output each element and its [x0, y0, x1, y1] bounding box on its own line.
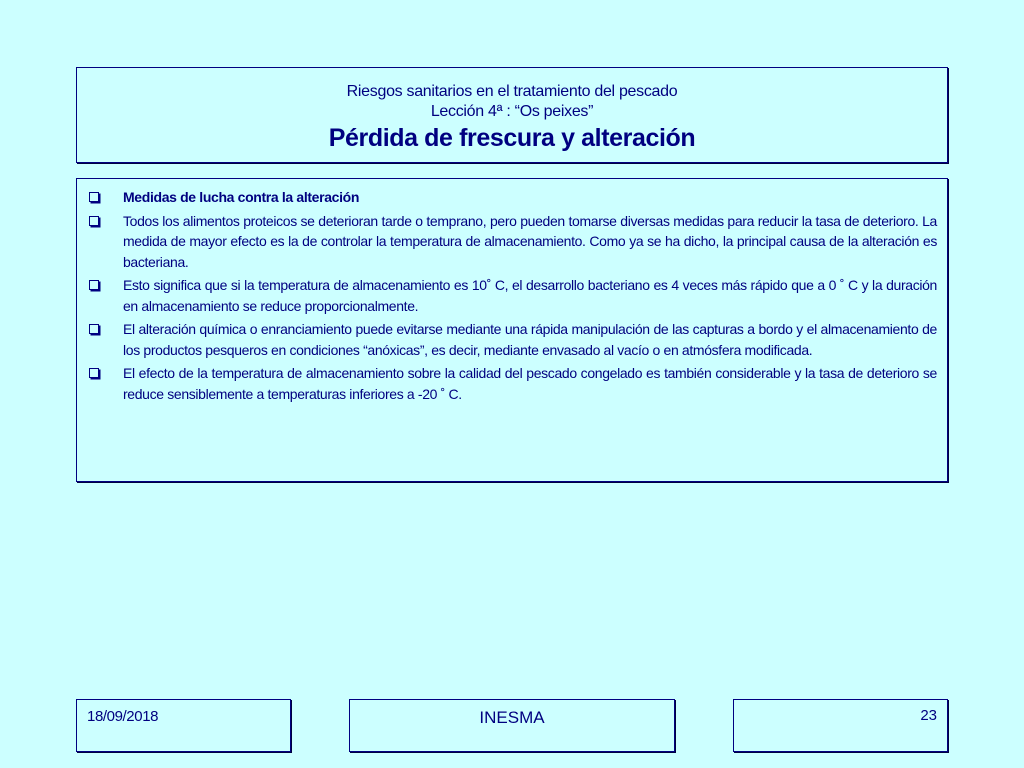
list-item-text: Todos los alimentos proteicos se deterioran tarde o temprano, pero pueden tomarse diversas medidas para reducir la tasa de deterioro. La medida de mayor efecto es la de controlar la temperatura de almacenamiento. Como ya se ha dicho, la principal causa de la alteración es bacteriana.: [123, 212, 937, 270]
list-item: [89, 319, 937, 360]
page-title: Pérdida de frescura y alteración: [328, 124, 696, 152]
footer-page-number: 23: [733, 699, 948, 752]
square-bullet-icon: [89, 324, 99, 334]
footer-date: 18/09/2018: [76, 699, 291, 752]
list-item: [89, 211, 937, 273]
square-bullet-icon: [89, 368, 99, 378]
list-item-text: Esto significa que si la temperatura de almacenamiento es 10˚ C, el desarrollo bacteriano es 4 veces más rápido que a 0 ˚ C y la duración en almacenamiento se reduce proporcionalmente.: [123, 277, 937, 314]
content-box: [76, 178, 948, 482]
list-item: [89, 275, 937, 316]
square-bullet-icon: [89, 216, 99, 226]
section-heading: Medidas de lucha contra la alteración: [123, 189, 360, 205]
square-bullet-icon: [89, 280, 99, 290]
list-item-text: El efecto de la temperatura de almacenamiento sobre la calidad del pescado congelado es también considerable y la tasa de deterioro se reduce sensiblemente a temperaturas inferiores a -20 ˚ C.: [123, 365, 937, 402]
list-item: [89, 187, 937, 208]
footer-organization: INESMA: [349, 699, 675, 752]
square-bullet-icon: [89, 192, 99, 202]
course-title: Riesgos sanitarios en el tratamiento del pescado: [346, 83, 678, 100]
lesson-title: Lección 4ª : “Os peixes”: [430, 103, 594, 120]
slide-title-box: [76, 67, 948, 163]
list-item: [89, 363, 937, 404]
list-item-text: El alteración química o enranciamiento puede evitarse mediante una rápida manipulación de las capturas a bordo y el almacenamiento de los productos pesqueros en condiciones “anóxicas”, es decir, mediante envasado al vacío o en atmósfera modificada.: [123, 321, 937, 358]
